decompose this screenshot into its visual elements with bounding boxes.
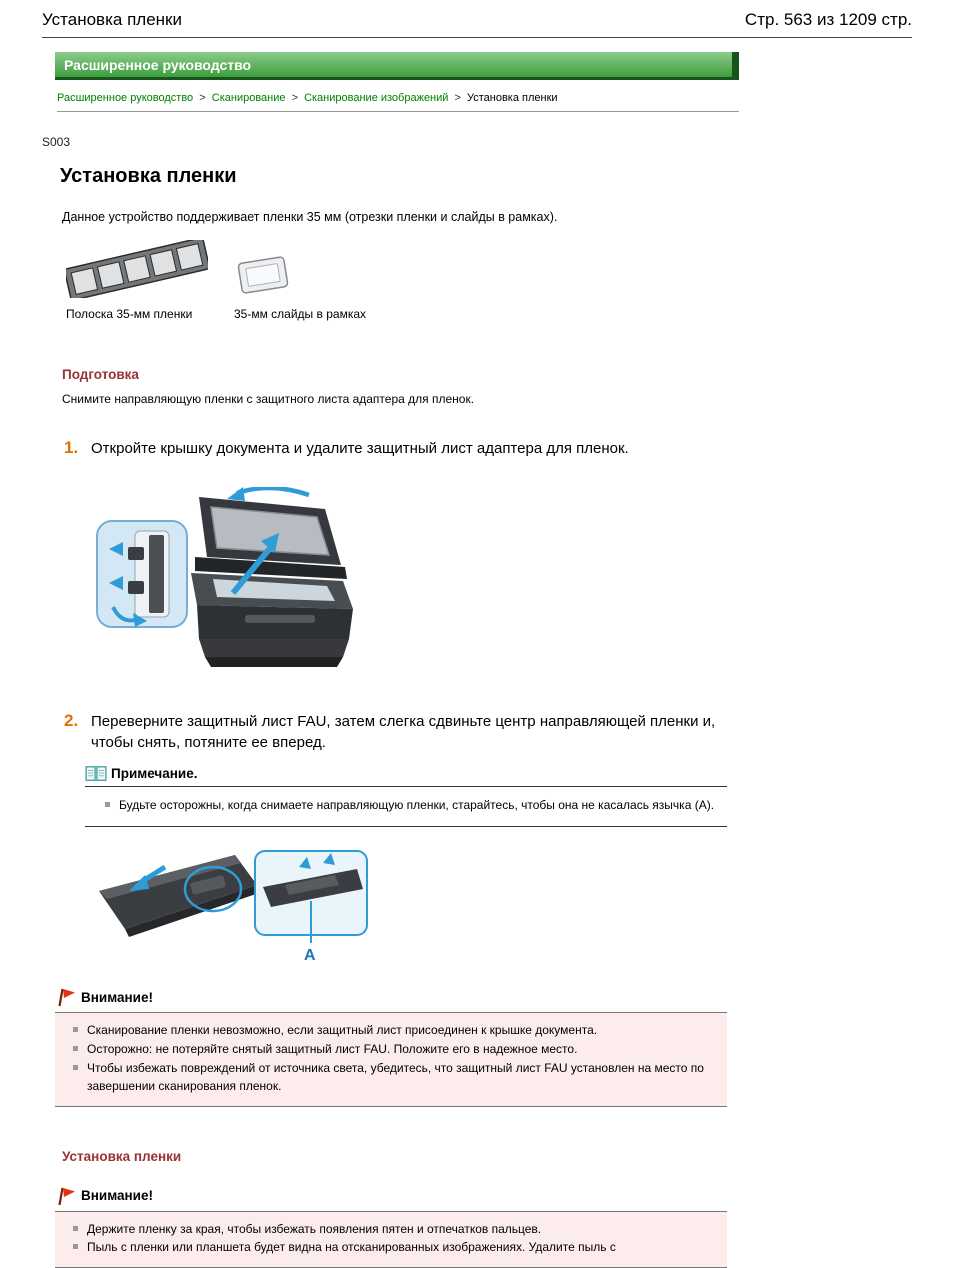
attention-heading-1 <box>57 987 954 1007</box>
breadcrumb-current: Установка пленки <box>466 92 558 104</box>
attention-flag-icon <box>57 1186 76 1206</box>
breadcrumb <box>57 92 739 112</box>
page-header <box>42 10 912 30</box>
note-item <box>105 796 721 815</box>
guide-banner <box>55 52 739 80</box>
film-type-figures <box>66 240 954 321</box>
attention-label: Внимание! <box>81 1188 153 1204</box>
attention-item-text: Держите пленку за края, чтобы избежать появления пятен и отпечатков пальцев. <box>87 1221 542 1236</box>
attention-item-text: Чтобы избежать повреждений от источника света, убедитесь, что защитный лист FAU установлен на место по завершении сканирования пленок. <box>87 1060 704 1094</box>
document-title: Установка пленки <box>42 10 182 29</box>
section-code: S003 <box>42 135 71 149</box>
breadcrumb-link-scanning-images[interactable]: Сканирование изображений <box>304 92 449 104</box>
header-divider <box>42 37 912 38</box>
film-strip-figure <box>66 240 208 321</box>
attention-item <box>73 1021 715 1040</box>
step-1-text: Откройте крышку документа и удалите защитный лист адаптера для пленок. <box>91 440 629 457</box>
attention-item-text: Сканирование пленки невозможно, если защитный лист присоединен к крышке документа. <box>87 1023 598 1038</box>
step-2-text: Переверните защитный лист FAU, затем слегка сдвиньте центр направляющей пленки и, чтобы снять, потяните ее вперед. <box>91 713 716 751</box>
note-heading: Примечание. <box>111 766 198 782</box>
page-title: Установка пленки <box>60 165 237 187</box>
breadcrumb-separator: > <box>454 92 461 104</box>
slide-caption: 35-мм слайды в рамках <box>234 307 367 321</box>
note-header <box>85 765 727 787</box>
film-strip-illustration <box>66 240 208 298</box>
slide-figure <box>234 252 366 321</box>
attention-heading-2 <box>57 1186 954 1206</box>
page-number-info: Стр. 563 из 1209 стр. <box>744 10 912 29</box>
attention-item-text: Пыль с пленки или планшета будет видна на отсканированных изображениях. Удалите пыль с <box>87 1240 616 1255</box>
attention-item <box>73 1059 715 1096</box>
note-body <box>85 787 727 828</box>
breadcrumb-link-scanning[interactable]: Сканирование <box>211 92 286 104</box>
scanner-figure <box>95 487 954 679</box>
figure-label-a: A <box>304 947 316 964</box>
attention-flag-icon <box>57 987 76 1007</box>
attention-item <box>73 1220 715 1239</box>
breadcrumb-separator: > <box>199 92 206 104</box>
breadcrumb-separator: > <box>291 92 298 104</box>
manual-page <box>0 10 954 1268</box>
attention-box-2 <box>55 1211 727 1268</box>
guide-banner-label: Расширенное руководство <box>64 57 252 73</box>
breadcrumb-link-advanced-guide[interactable]: Расширенное руководство <box>57 92 194 104</box>
attention-box-1 <box>55 1012 727 1106</box>
film-guide-figure <box>95 841 954 963</box>
attention-item <box>73 1040 715 1059</box>
step-2-number: 2. <box>64 711 79 731</box>
film-guide-illustration <box>95 841 383 963</box>
attention-item-text: Осторожно: не потеряйте снятый защитный лист FAU. Положите его в надежное место. <box>87 1041 578 1056</box>
attention-label: Внимание! <box>81 989 153 1005</box>
slide-illustration <box>234 252 292 298</box>
scanner-open-lid-illustration <box>95 487 353 679</box>
step-1 <box>64 438 756 459</box>
note-box <box>85 765 727 828</box>
intro-text: Данное устройство поддерживает пленки 35 мм (отрезки пленки и слайды в рамках). <box>62 210 558 224</box>
attention-item <box>73 1238 715 1257</box>
preparation-text: Снимите направляющую пленки с защитного листа адаптера для пленок. <box>62 392 475 406</box>
film-loading-heading: Установка пленки <box>62 1148 182 1164</box>
note-book-icon <box>85 765 107 783</box>
preparation-heading: Подготовка <box>62 367 139 382</box>
step-2 <box>64 711 756 753</box>
film-strip-caption: Полоска 35-мм пленки <box>66 307 193 321</box>
step-1-number: 1. <box>64 438 79 457</box>
note-item-text: Будьте осторожны, когда снимаете направляющую пленки, старайтесь, чтобы она не касалась язычка (A). <box>119 797 715 812</box>
